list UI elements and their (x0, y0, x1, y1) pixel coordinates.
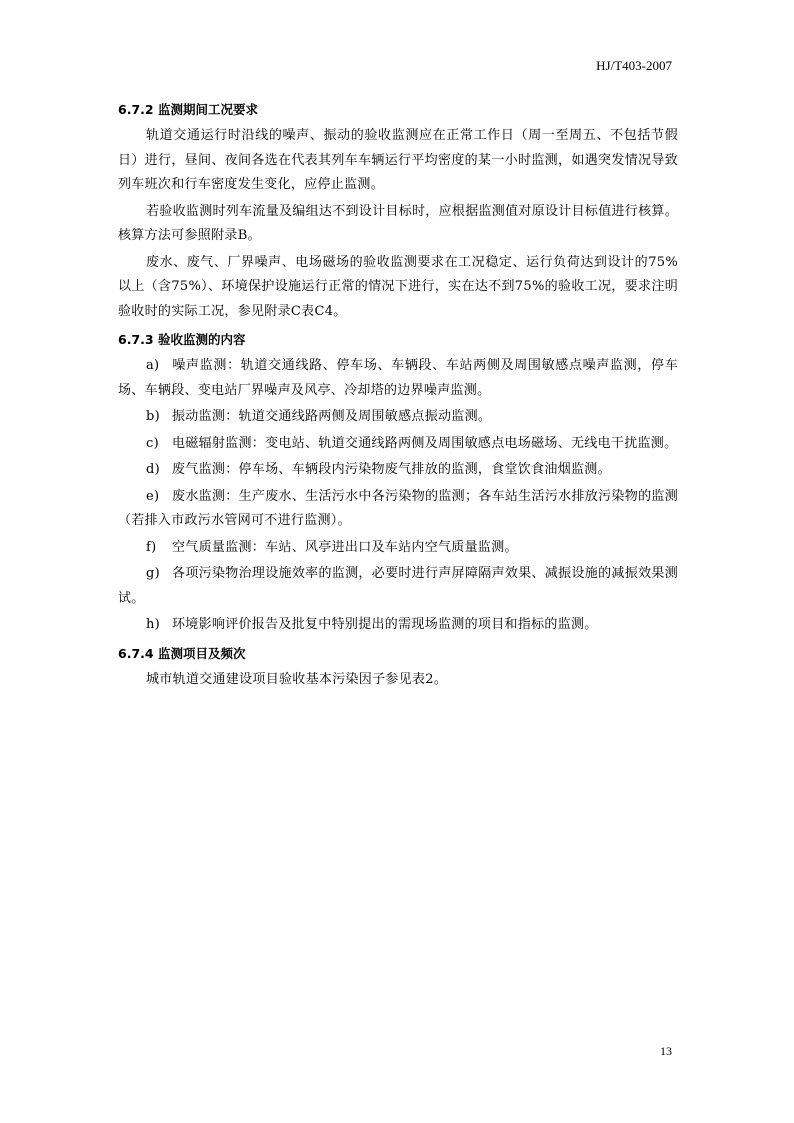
list-marker: h) (146, 617, 161, 632)
page-number: 13 (660, 1044, 672, 1058)
list-item (118, 613, 678, 638)
list-marker: d) (146, 462, 160, 477)
section-6-7-3 (118, 330, 678, 638)
list-item-text: 噪声监测：轨道交通线路、停车场、车辆段、车站两侧及周围敏感点噪声监测，停车场、车辆段、变电站厂界噪声及风亭、冷却塔的边界噪声监测。 (118, 358, 678, 398)
standard-code: HJ/T403-2007 (596, 58, 672, 73)
section-heading: 6.7.4 监测项目及频次 (118, 645, 246, 661)
list-item (118, 405, 678, 430)
list-marker: g) (146, 566, 160, 581)
list-marker: c) (146, 435, 159, 451)
section-heading: 6.7.3 验收监测的内容 (118, 332, 246, 347)
list-marker: a) (146, 358, 160, 373)
list-item-text: 振动监测：轨道交通线路两侧及周围敏感点振动监测。 (172, 409, 492, 424)
paragraph: 城市轨道交通建设项目验收基本污染因子参见表2。 (146, 671, 448, 687)
list-item-text: 废气监测：停车场、车辆段内污染物废气排放的监测，食堂饮食油烟监测。 (172, 462, 611, 477)
paragraph: 若验收监测时列车流量及编组达不到设计目标时，应根据监测值对原设计目标值进行核算。核算方法可参照附录B。 (118, 203, 679, 243)
list-marker: e) (146, 488, 160, 504)
list-item-text: 电磁辐射监测：变电站、轨道交通线路两侧及周围敏感点电场磁场、无线电干扰监测。 (172, 435, 678, 451)
section-6-7-2 (118, 100, 678, 324)
paragraph: 废水、废气、厂界噪声、电场磁场的验收监测要求在工况稳定、运行负荷达到设计的75%以上（含75%）、环境保护设施运行正常的情况下进行，实在达不到75%的验收工况，要求注明验收时的实际工况，参见附录C表C4。 (118, 254, 678, 319)
section-6-7-4 (118, 644, 678, 693)
list-item (118, 458, 678, 483)
list-item (118, 485, 678, 534)
list-item-text: 各项污染物治理设施效率的监测，必要时进行声屏障隔声效果、减振设施的减振效果测试。 (118, 566, 678, 606)
list-item (118, 432, 678, 457)
list-marker: b) (146, 409, 160, 424)
list-item-text: 废水监测：生产废水、生活污水中各污染物的监测；各车站生活污水排放污染物的监测（若排入市政污水管网可不进行监测）。 (118, 488, 678, 528)
page-content (118, 100, 678, 698)
list-item-text: 环境影响评价报告及批复中特别提出的需现场监测的项目和指标的监测。 (172, 617, 598, 632)
list-item-text: 空气质量监测：车站、风亭进出口及车站内空气质量监测。 (172, 539, 518, 555)
list-item (118, 536, 678, 561)
list-item (118, 562, 678, 611)
list-marker: f) (146, 539, 157, 555)
section-heading: 6.7.2 监测期间工况要求 (118, 102, 258, 117)
paragraph: 轨道交通运行时沿线的噪声、振动的验收监测应在正常工作日（周一至周五、不包括节假日）进行，昼间、夜间各选在代表其列车车辆运行平均密度的某一小时监测，如遇突发情况导致列车班次和行车密度发生变化，应停止监测。 (118, 128, 678, 192)
list-item (118, 354, 678, 403)
